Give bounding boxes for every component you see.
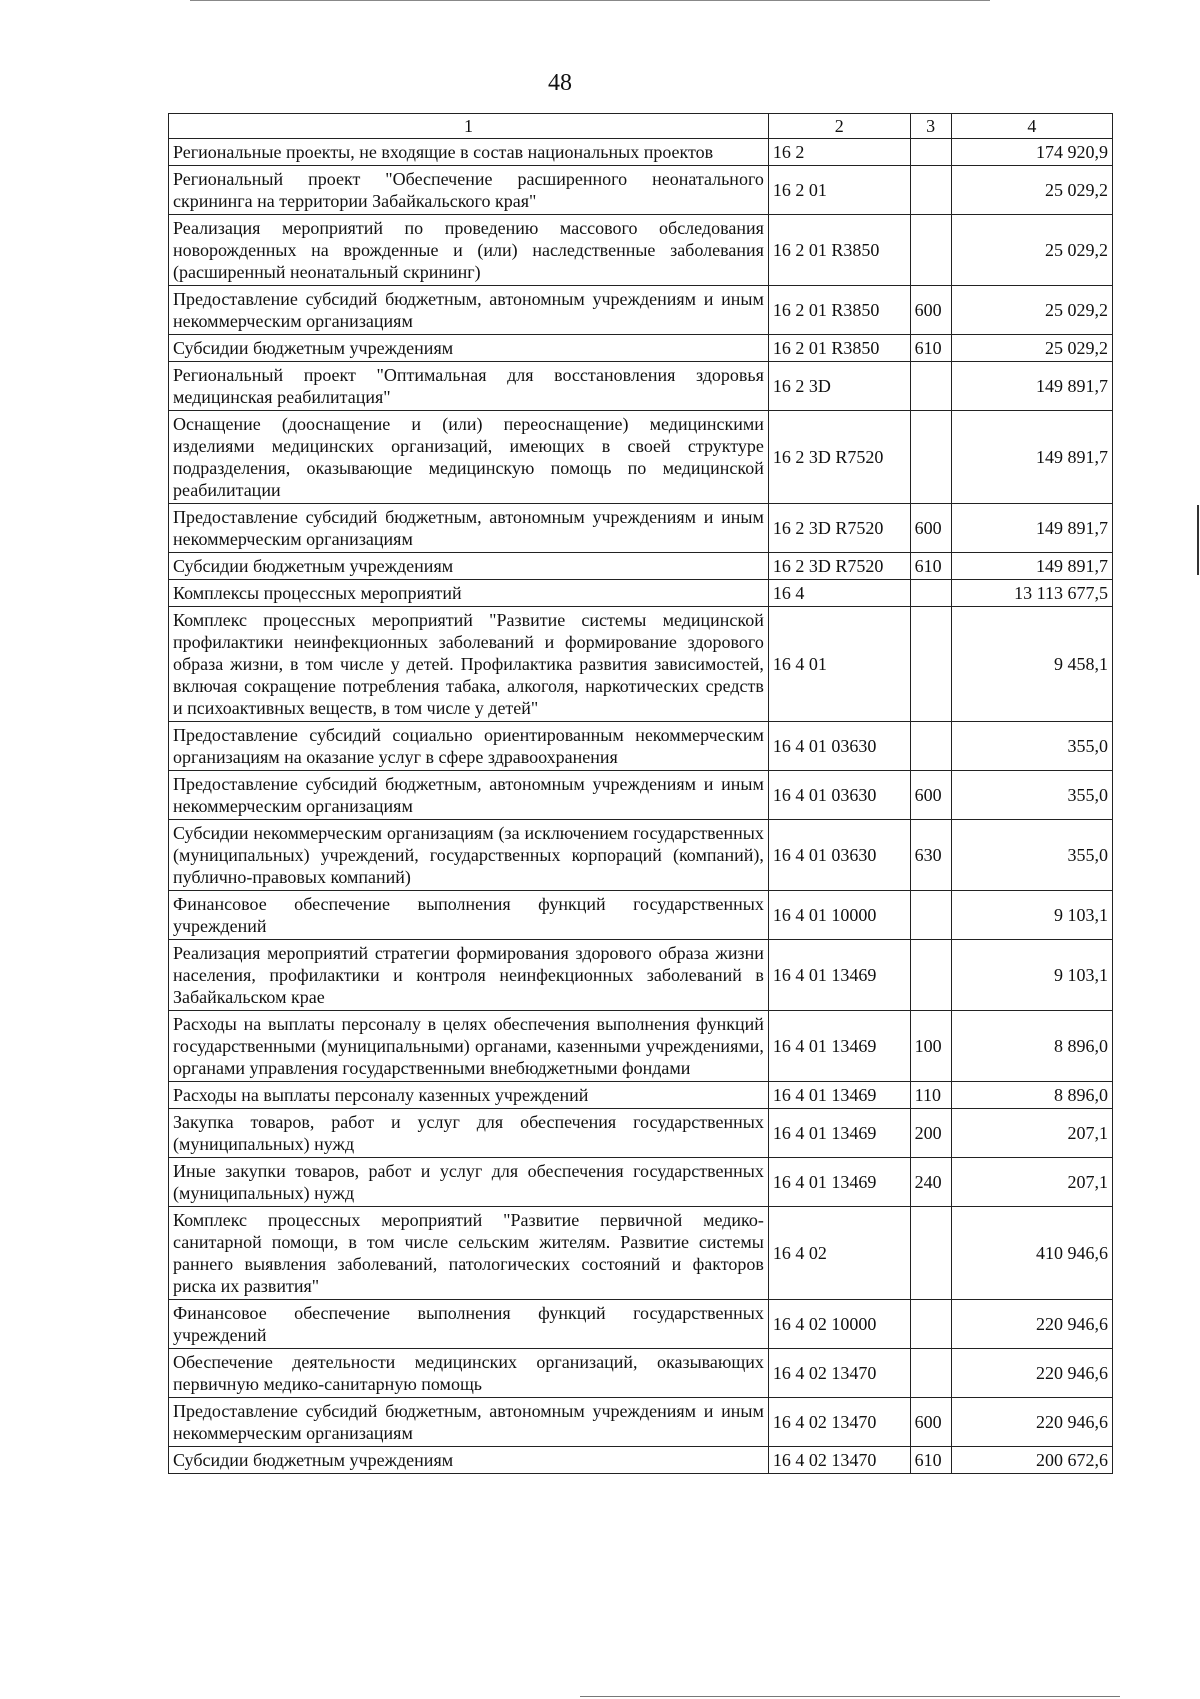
row-description: Региональный проект "Обеспечение расширенного неонатального скрининга на территории Забайкальского края" — [169, 166, 769, 215]
row-description: Субсидии бюджетным учреждениям — [169, 553, 769, 580]
row-expense-type: 600 — [910, 504, 951, 553]
row-code: 16 2 3D — [768, 362, 910, 411]
row-expense-type: 630 — [910, 820, 951, 891]
table-row — [169, 891, 1113, 940]
row-expense-type — [910, 940, 951, 1011]
row-code: 16 2 — [768, 139, 910, 166]
row-amount: 220 946,6 — [951, 1300, 1112, 1349]
table-row — [169, 607, 1113, 722]
margin-mark — [1197, 505, 1199, 575]
row-code: 16 4 01 10000 — [768, 891, 910, 940]
table-row — [169, 1158, 1113, 1207]
row-expense-type — [910, 1349, 951, 1398]
row-expense-type — [910, 139, 951, 166]
row-description: Предоставление субсидий бюджетным, автономным учреждениям и иным некоммерческим организациям — [169, 771, 769, 820]
table-row — [169, 1349, 1113, 1398]
row-expense-type: 240 — [910, 1158, 951, 1207]
row-expense-type: 100 — [910, 1011, 951, 1082]
row-expense-type — [910, 166, 951, 215]
row-description: Субсидии некоммерческим организациям (за исключением государственных (муниципальных) учреждений, государственных корпораций (компаний), публично-правовых компаний) — [169, 820, 769, 891]
row-amount: 355,0 — [951, 722, 1112, 771]
row-expense-type: 600 — [910, 1398, 951, 1447]
row-description: Финансовое обеспечение выполнения функций государственных учреждений — [169, 1300, 769, 1349]
row-amount: 355,0 — [951, 820, 1112, 891]
column-header-2: 2 — [768, 114, 910, 139]
row-code: 16 2 01 R3850 — [768, 215, 910, 286]
table-row — [169, 722, 1113, 771]
table-body — [169, 139, 1113, 1474]
row-amount: 8 896,0 — [951, 1082, 1112, 1109]
row-expense-type: 610 — [910, 335, 951, 362]
row-code: 16 4 01 13469 — [768, 1158, 910, 1207]
row-code: 16 4 01 13469 — [768, 1082, 910, 1109]
table-row — [169, 215, 1113, 286]
row-description: Комплексы процессных мероприятий — [169, 580, 769, 607]
row-amount: 220 946,6 — [951, 1398, 1112, 1447]
row-amount: 25 029,2 — [951, 286, 1112, 335]
table-row — [169, 286, 1113, 335]
bottom-rule — [580, 1696, 1120, 1697]
row-expense-type — [910, 215, 951, 286]
row-expense-type: 600 — [910, 771, 951, 820]
row-expense-type — [910, 580, 951, 607]
row-description: Иные закупки товаров, работ и услуг для обеспечения государственных (муниципальных) нужд — [169, 1158, 769, 1207]
top-rule — [190, 0, 990, 1]
row-expense-type: 610 — [910, 553, 951, 580]
row-amount: 8 896,0 — [951, 1011, 1112, 1082]
row-expense-type: 600 — [910, 286, 951, 335]
row-code: 16 4 01 — [768, 607, 910, 722]
row-description: Обеспечение деятельности медицинских организаций, оказывающих первичную медико-санитарную помощь — [169, 1349, 769, 1398]
row-code: 16 2 01 — [768, 166, 910, 215]
row-code: 16 4 01 13469 — [768, 1109, 910, 1158]
row-amount: 220 946,6 — [951, 1349, 1112, 1398]
row-code: 16 4 — [768, 580, 910, 607]
row-expense-type: 610 — [910, 1447, 951, 1474]
table-row — [169, 940, 1113, 1011]
row-description: Финансовое обеспечение выполнения функций государственных учреждений — [169, 891, 769, 940]
row-amount: 13 113 677,5 — [951, 580, 1112, 607]
row-description: Региональный проект "Оптимальная для восстановления здоровья медицинская реабилитация" — [169, 362, 769, 411]
row-code: 16 4 02 13470 — [768, 1349, 910, 1398]
table-row — [169, 580, 1113, 607]
row-description: Комплекс процессных мероприятий "Развитие первичной медико-санитарной помощи, в том числе сельским жителям. Развитие системы раннего выявления заболеваний, патологических состояний и факторов риска их развития" — [169, 1207, 769, 1300]
table-row — [169, 1109, 1113, 1158]
row-code: 16 4 01 13469 — [768, 940, 910, 1011]
row-code: 16 2 01 R3850 — [768, 286, 910, 335]
table-row — [169, 1011, 1113, 1082]
row-amount: 9 458,1 — [951, 607, 1112, 722]
row-amount: 174 920,9 — [951, 139, 1112, 166]
row-amount: 9 103,1 — [951, 940, 1112, 1011]
row-amount: 355,0 — [951, 771, 1112, 820]
row-code: 16 4 01 03630 — [768, 820, 910, 891]
table-row — [169, 139, 1113, 166]
row-amount: 410 946,6 — [951, 1207, 1112, 1300]
row-description: Закупка товаров, работ и услуг для обеспечения государственных (муниципальных) нужд — [169, 1109, 769, 1158]
row-description: Предоставление субсидий социально ориентированным некоммерческим организациям на оказание услуг в сфере здравоохранения — [169, 722, 769, 771]
row-code: 16 2 01 R3850 — [768, 335, 910, 362]
table-row — [169, 335, 1113, 362]
row-amount: 207,1 — [951, 1109, 1112, 1158]
table-row — [169, 411, 1113, 504]
column-header-1: 1 — [169, 114, 769, 139]
row-code: 16 4 02 13470 — [768, 1447, 910, 1474]
row-description: Расходы на выплаты персоналу в целях обеспечения выполнения функций государственными (муниципальными) органами, казенными учреждениями, органами управления государственными внебюджетными фондами — [169, 1011, 769, 1082]
row-expense-type — [910, 722, 951, 771]
row-amount: 207,1 — [951, 1158, 1112, 1207]
header-row — [169, 114, 1113, 139]
row-expense-type — [910, 1300, 951, 1349]
row-code: 16 2 3D R7520 — [768, 553, 910, 580]
row-description: Реализация мероприятий по проведению массового обследования новорожденных на врожденные и (или) наследственные заболевания (расширенный неонатальный скрининг) — [169, 215, 769, 286]
page-number: 48 — [548, 70, 572, 96]
row-code: 16 2 3D R7520 — [768, 504, 910, 553]
row-expense-type — [910, 411, 951, 504]
table-row — [169, 1207, 1113, 1300]
row-description: Оснащение (дооснащение и (или) переоснащение) медицинскими изделиями медицинских организаций, имеющих в своей структуре подразделения, оказывающие медицинскую помощь по медицинской реабилитации — [169, 411, 769, 504]
row-description: Предоставление субсидий бюджетным, автономным учреждениям и иным некоммерческим организациям — [169, 286, 769, 335]
row-description: Предоставление субсидий бюджетным, автономным учреждениям и иным некоммерческим организациям — [169, 1398, 769, 1447]
table-row — [169, 1398, 1113, 1447]
row-expense-type: 110 — [910, 1082, 951, 1109]
row-amount: 149 891,7 — [951, 553, 1112, 580]
row-code: 16 4 01 03630 — [768, 771, 910, 820]
row-code: 16 2 3D R7520 — [768, 411, 910, 504]
row-expense-type — [910, 607, 951, 722]
table-row — [169, 1447, 1113, 1474]
table-row — [169, 553, 1113, 580]
row-description: Расходы на выплаты персоналу казенных учреждений — [169, 1082, 769, 1109]
column-header-4: 4 — [951, 114, 1112, 139]
table-row — [169, 820, 1113, 891]
table-row — [169, 166, 1113, 215]
row-amount: 149 891,7 — [951, 504, 1112, 553]
row-amount: 25 029,2 — [951, 166, 1112, 215]
row-description: Реализация мероприятий стратегии формирования здорового образа жизни населения, профилактики и контроля неинфекционных заболеваний в Забайкальском крае — [169, 940, 769, 1011]
table-row — [169, 1300, 1113, 1349]
row-description: Комплекс процессных мероприятий "Развитие системы медицинской профилактики неинфекционных заболеваний и формирование здорового образа жизни, в том числе у детей. Профилактика развития зависимостей, включая сокращение потребления табака, алкоголя, наркотических средств и психоактивных веществ, в том числе у детей" — [169, 607, 769, 722]
row-amount: 200 672,6 — [951, 1447, 1112, 1474]
row-amount: 25 029,2 — [951, 215, 1112, 286]
table-row — [169, 771, 1113, 820]
row-expense-type — [910, 891, 951, 940]
row-description: Предоставление субсидий бюджетным, автономным учреждениям и иным некоммерческим организациям — [169, 504, 769, 553]
row-expense-type: 200 — [910, 1109, 951, 1158]
table-row — [169, 504, 1113, 553]
column-header-3: 3 — [910, 114, 951, 139]
row-code: 16 4 01 03630 — [768, 722, 910, 771]
row-description: Субсидии бюджетным учреждениям — [169, 335, 769, 362]
row-expense-type — [910, 362, 951, 411]
row-amount: 25 029,2 — [951, 335, 1112, 362]
row-amount: 149 891,7 — [951, 411, 1112, 504]
row-code: 16 4 02 13470 — [768, 1398, 910, 1447]
row-amount: 149 891,7 — [951, 362, 1112, 411]
row-code: 16 4 02 — [768, 1207, 910, 1300]
row-code: 16 4 02 10000 — [768, 1300, 910, 1349]
row-expense-type — [910, 1207, 951, 1300]
row-description: Субсидии бюджетным учреждениям — [169, 1447, 769, 1474]
budget-table — [168, 113, 1113, 1474]
row-code: 16 4 01 13469 — [768, 1011, 910, 1082]
row-amount: 9 103,1 — [951, 891, 1112, 940]
table-row — [169, 1082, 1113, 1109]
row-description: Региональные проекты, не входящие в состав национальных проектов — [169, 139, 769, 166]
table-row — [169, 362, 1113, 411]
